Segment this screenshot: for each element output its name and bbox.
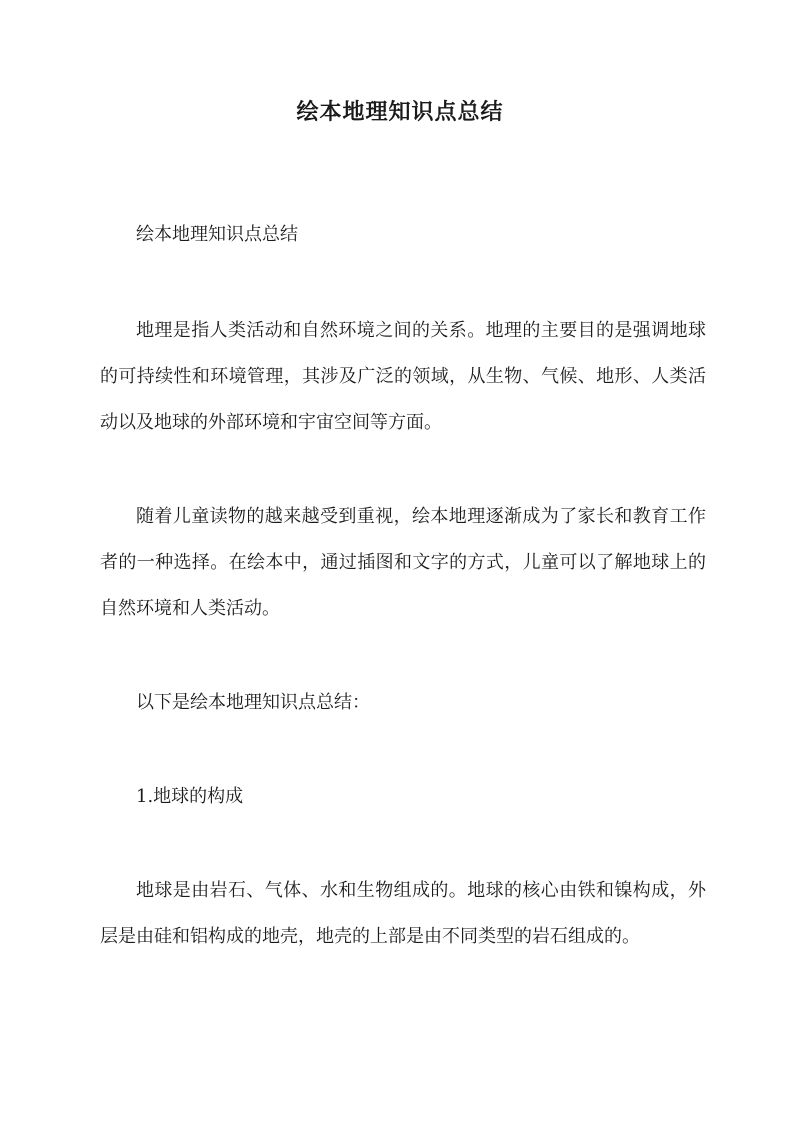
paragraph-spacer bbox=[100, 726, 706, 774]
paragraph-spacer bbox=[100, 446, 706, 494]
paragraph-spacer bbox=[100, 258, 706, 308]
picture-book-paragraph: 随着儿童读物的越来越受到重视，绘本地理逐渐成为了家长和教育工作者的一种选择。在绘本中，通过插图和文字的方式，儿童可以了解地球上的自然环境和人类活动。 bbox=[100, 506, 706, 619]
document-body bbox=[100, 212, 706, 960]
document-title: 绘本地理知识点总结 bbox=[296, 99, 504, 125]
paragraph-spacer bbox=[100, 632, 706, 680]
summary-lead-paragraph: 以下是绘本地理知识点总结： bbox=[136, 692, 370, 713]
earth-composition-paragraph: 地球是由岩石、气体、水和生物组成的。地球的核心由铁和镍构成，外层是由硅和铝构成的地壳，地壳的上部是由不同类型的岩石组成的。 bbox=[100, 880, 706, 947]
section-heading-earth-composition: 1.地球的构成 bbox=[136, 786, 244, 807]
paragraph-spacer bbox=[100, 820, 706, 868]
intro-paragraph: 地理是指人类活动和自然环境之间的关系。地理的主要目的是强调地球的可持续性和环境管理，其涉及广泛的领域，从生物、气候、地形、人类活动以及地球的外部环境和宇宙空间等方面。 bbox=[100, 320, 706, 433]
subtitle-paragraph: 绘本地理知识点总结 bbox=[136, 224, 298, 245]
